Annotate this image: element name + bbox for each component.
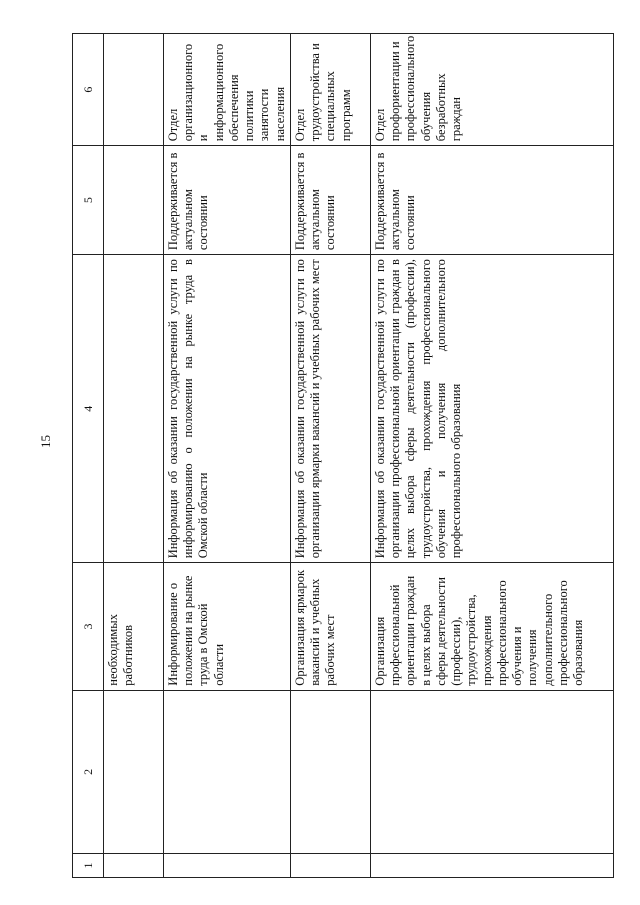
column-header-5: 5 <box>73 146 104 255</box>
page-number: 15 <box>38 435 53 448</box>
header-row <box>73 34 104 878</box>
cell-col4 <box>103 255 163 563</box>
cell-col3: необходимых работников <box>103 563 163 690</box>
cell-col4: Информация об оказании государственной услуги по организации ярмарки вакансий и учебных рабочих мест <box>290 255 370 563</box>
table-row <box>290 34 370 878</box>
column-header-6: 6 <box>73 34 104 146</box>
cell-col2 <box>103 690 163 853</box>
cell-col1 <box>163 854 290 878</box>
cell-col4: Информация об оказании государственной услуги по информированию о положении на рынке труда в Омской области <box>163 255 290 563</box>
cell-col3: Организация ярмарок вакансий и учебных рабочих мест <box>290 563 370 690</box>
column-header-2: 2 <box>73 690 104 853</box>
cell-col5: Поддерживается в актуальном состоянии <box>370 146 613 255</box>
cell-col6 <box>103 34 163 146</box>
cell-col6: Отдел организационного и информационного обеспечения политики занятости населения <box>163 34 290 146</box>
cell-col1 <box>290 854 370 878</box>
table-row <box>103 34 163 878</box>
cell-col6: Отдел трудоустройства и специальных программ <box>290 34 370 146</box>
cell-col2 <box>163 690 290 853</box>
column-header-1: 1 <box>73 854 104 878</box>
cell-col5: Поддерживается в актуальном состоянии <box>163 146 290 255</box>
cell-col3: Информирование о положении на рынке труда в Омской области <box>163 563 290 690</box>
table-row <box>370 34 613 878</box>
cell-col1 <box>103 854 163 878</box>
cell-col5: Поддерживается в актуальном состоянии <box>290 146 370 255</box>
cell-col5 <box>103 146 163 255</box>
cell-col6: Отдел профориентации и профессионального обучения безработных граждан <box>370 34 613 146</box>
cell-col2 <box>370 690 613 853</box>
column-header-4: 4 <box>73 255 104 563</box>
cell-col3: Организация профессиональной ориентации граждан в целях выбора сферы деятельности (профессии), трудоустройства, прохождения профессионального обучения и получения дополнительного профессионального образования <box>370 563 613 690</box>
rotated-table-container <box>72 33 614 878</box>
cell-col4: Информация об оказании государственной услуги по организации профессиональной ориентации граждан в целях выбора сферы деятельности (профессии), трудоустройства, прохождения профессионального обучения и получения дополнительного профессионального образования <box>370 255 613 563</box>
cell-col2 <box>290 690 370 853</box>
services-table <box>72 33 614 878</box>
column-header-3: 3 <box>73 563 104 690</box>
cell-col1 <box>370 854 613 878</box>
table-row <box>163 34 290 878</box>
